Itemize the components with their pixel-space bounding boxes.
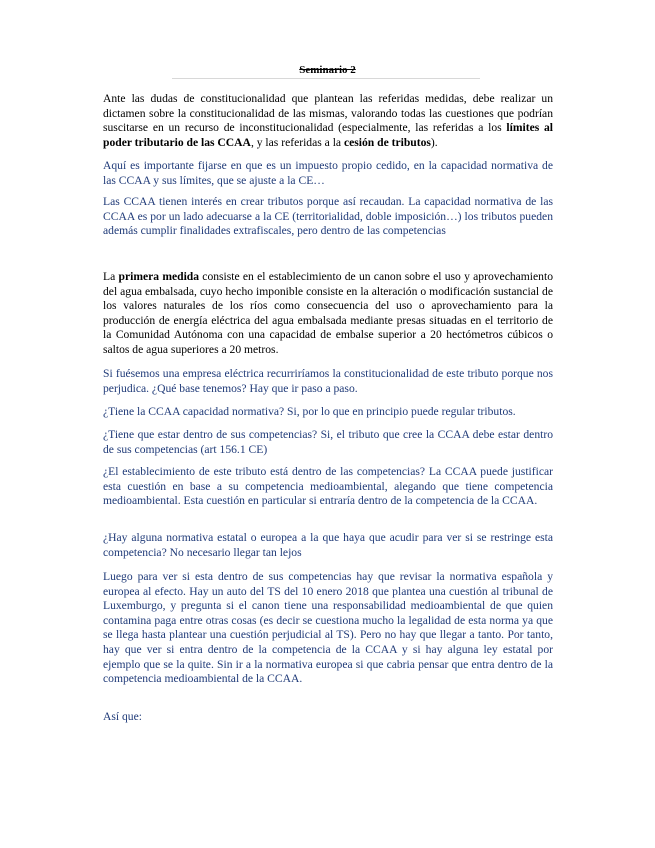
intro-text-d: ).	[430, 135, 438, 149]
paragraph-note-1: Aquí es importante fijarse en que es un impuesto propio cedido, en la capacidad normativa de las CCAA y sus límites, que se ajuste a la CE…	[103, 159, 553, 187]
intro-bold-limits: límites al poder tributario de las CCAA	[103, 121, 553, 149]
title-rule	[172, 78, 480, 79]
intro-text-c: , y las referidas a la	[250, 135, 344, 149]
intro-bold-cession: cesión de tributos	[343, 135, 431, 149]
paragraph-question-4: ¿Hay alguna normativa estatal o europea a la que haya que acudir para ver si se restringe esta competencia? No necesario llegar tan lejos	[103, 531, 553, 559]
first-measure-text-a: La	[103, 270, 119, 283]
paragraph-analysis: Luego para ver si esta dentro de sus competencias hay que revisar la normativa española y europea al efecto. Hay un auto del TS del 10 enero 2018 que plantea una cuestión al tribunal de Luxemburgo, y pregunta si el canon tiene una responsabilidad medioambiental de que quien contamina paga entre otras cosas (es decir se cuestiona mucho la legalidad de esta norma ya que se llega hasta plantear una cuestión perjudicial al TS). Pero no hay que llegar a tanto. Por tanto, hay que ver si entra dentro de la competencia de la CCAA y si hay alguna ley estatal por ejemplo que se la quite. Sin ir a la normativa europea si que cabria pensar que entra dentro de la competencia medioambiental de la CCAA.	[103, 570, 553, 686]
paragraph-conclusion: Así que:	[103, 710, 142, 723]
paragraph-first-measure	[103, 270, 553, 358]
paragraph-question-1: ¿Tiene la CCAA capacidad normativa? Si, por lo que en principio puede regular tributos.	[103, 405, 516, 418]
page-title: Seminario 2	[299, 64, 356, 76]
first-measure-text-c: consiste en el establecimiento de un canon sobre el uso y aprovechamiento del agua embalsada, cuyo hecho imponible consiste en la alteración o modificación sustancial de los valores naturales de los ríos como consecuencia del uso o aprovechamiento para la producción de energía eléctrica del agua embalsada mediante presas situadas en el territorio de la Comunidad Autónoma con una capacidad de embalse superior a 20 hectómetros cúbicos o saltos de agua superiores a 20 metros.	[103, 270, 553, 356]
paragraph-electric-company: Si fuésemos una empresa eléctrica recurriríamos la constitucionalidad de este tributo porque nos perjudica. ¿Qué base tenemos? Hay que ir paso a paso.	[103, 367, 553, 395]
paragraph-question-2: ¿Tiene que estar dentro de sus competencias? Si, el tributo que cree la CCAA debe estar dentro de sus competencias (art 156.1 CE)	[103, 428, 553, 456]
paragraph-intro	[103, 92, 553, 150]
paragraph-note-2: Las CCAA tienen interés en crear tributos porque así recaudan. La capacidad normativa de las CCAA es por un lado adecuarse a la CE (territorialidad, doble imposición…) los tributos pueden además cumplir finalidades extrafiscales, pero dentro de las competencias	[103, 195, 553, 238]
paragraph-question-3: ¿El establecimiento de este tributo está dentro de las competencias? La CCAA puede justificar esta cuestión en base a su competencia medioambiental, alegando que tiene competencia medioambiental. Esta cuestión en particular si entraría dentro de la competencia de la CCAA.	[103, 465, 553, 508]
first-measure-bold: primera medida	[118, 270, 200, 283]
intro-text-a: Ante las dudas de constitucionalidad que plantean las referidas medidas, debe realizar un dictamen sobre la constitucionalidad de las mismas, valorando todas las cuestiones que podrían suscitarse en un recurso de inconstitucionalidad (especialmente, las referidas a los	[103, 92, 553, 135]
